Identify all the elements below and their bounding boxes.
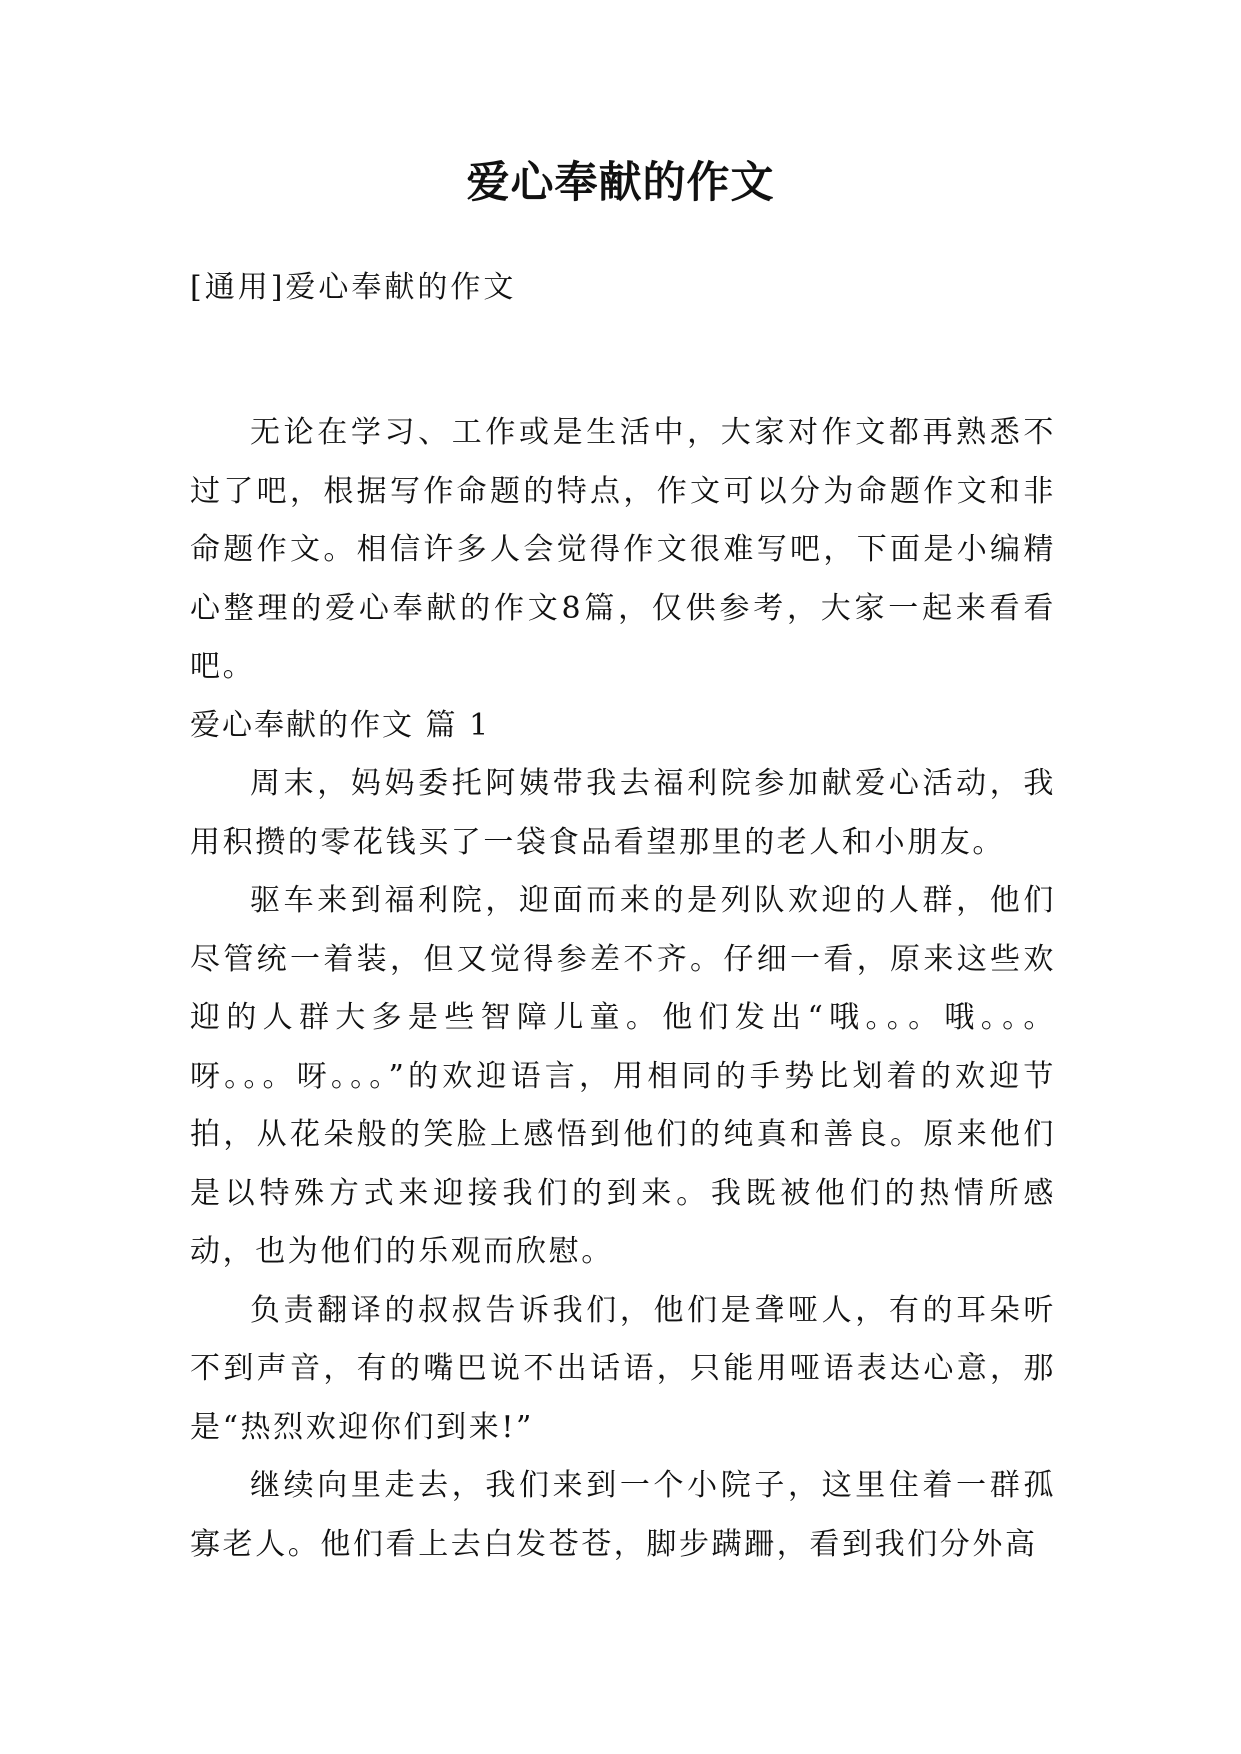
body-paragraph-1: 周末，妈妈委托阿姨带我去福利院参加献爱心活动，我用积攒的零花钱买了一袋食品看望那里的老人和小朋友。 [190,766,1056,860]
document-subtitle: [通用]爱心奉献的作文 [190,270,517,305]
body-paragraph-4: 继续向里走去，我们来到一个小院子，这里住着一群孤寡老人。他们看上去白发苍苍，脚步蹒跚，看到我们分外高 [190,1468,1056,1562]
body-paragraph-2: 驱车来到福利院，迎面而来的是列队欢迎的人群，他们尽管统一着装，但又觉得参差不齐。仔细一看，原来这些欢迎的人群大多是些智障儿童。他们发出“哦。。。哦。。。呀。。。呀。。。”的欢迎语言，用相同的手势比划着的欢迎节拍，从花朵般的笑脸上感悟到他们的纯真和善良。原来他们是以特殊方式来迎接我们的到来。我既被他们的热情所感动，也为他们的乐观而欣慰。 [190,883,1056,1269]
document-title: 爱心奉献的作文 [466,158,775,208]
body-paragraph-3: 负责翻译的叔叔告诉我们，他们是聋哑人，有的耳朵听不到声音，有的嘴巴说不出话语，只能用哑语表达心意，那是“热烈欢迎你们到来!” [190,1292,1056,1445]
section-heading: 爱心奉献的作文 篇 1 [190,707,491,743]
intro-paragraph: 无论在学习、工作或是生活中，大家对作文都再熟悉不过了吧，根据写作命题的特点，作文可以分为命题作文和非命题作文。相信许多人会觉得作文很难写吧，下面是小编精心整理的爱心奉献的作文8篇，仅供参考，大家一起来看看吧。 [190,415,1056,684]
document-body [190,404,1056,1574]
